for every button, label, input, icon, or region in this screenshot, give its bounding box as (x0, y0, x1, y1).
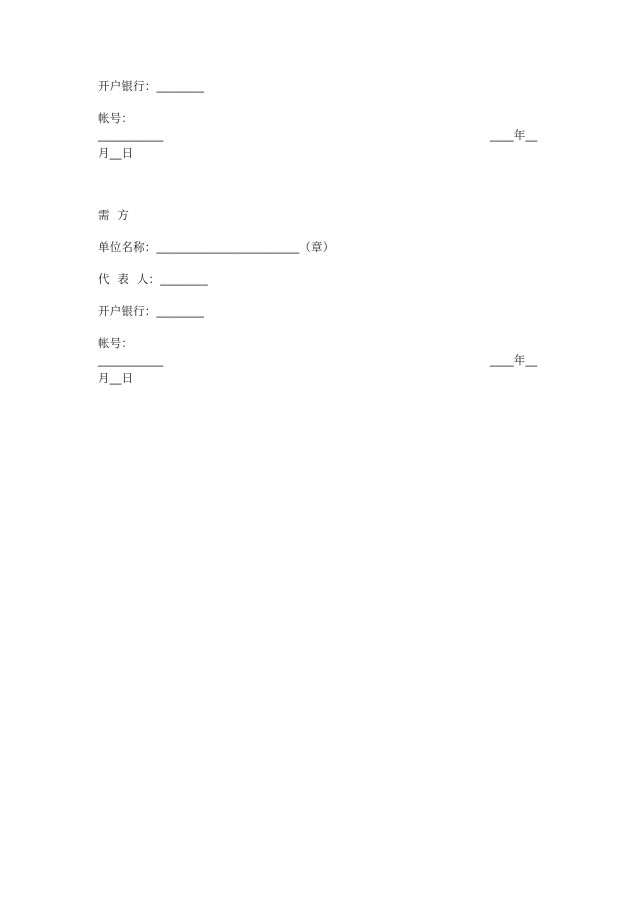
buyer-bank-line: 开户银行：________ (98, 304, 205, 318)
buyer-account-underline: ___________ (98, 353, 164, 367)
top-date-year: ____年__ (490, 128, 538, 142)
buyer-representative-line: 代 表 人：________ (98, 272, 208, 286)
top-bank-line: 开户银行：________ (98, 79, 205, 93)
buyer-account-label: 帐号： (98, 336, 134, 350)
top-date-month-day: 月__日 (98, 146, 134, 160)
buyer-heading: 需 方 (98, 208, 130, 222)
top-account-label: 帐号： (98, 111, 134, 125)
buyer-date-year: ____年__ (490, 353, 538, 367)
buyer-date-month-day: 月__日 (98, 371, 134, 385)
buyer-unit-name-line: 单位名称：________________________（章） (98, 240, 335, 254)
top-account-underline: ___________ (98, 128, 164, 142)
